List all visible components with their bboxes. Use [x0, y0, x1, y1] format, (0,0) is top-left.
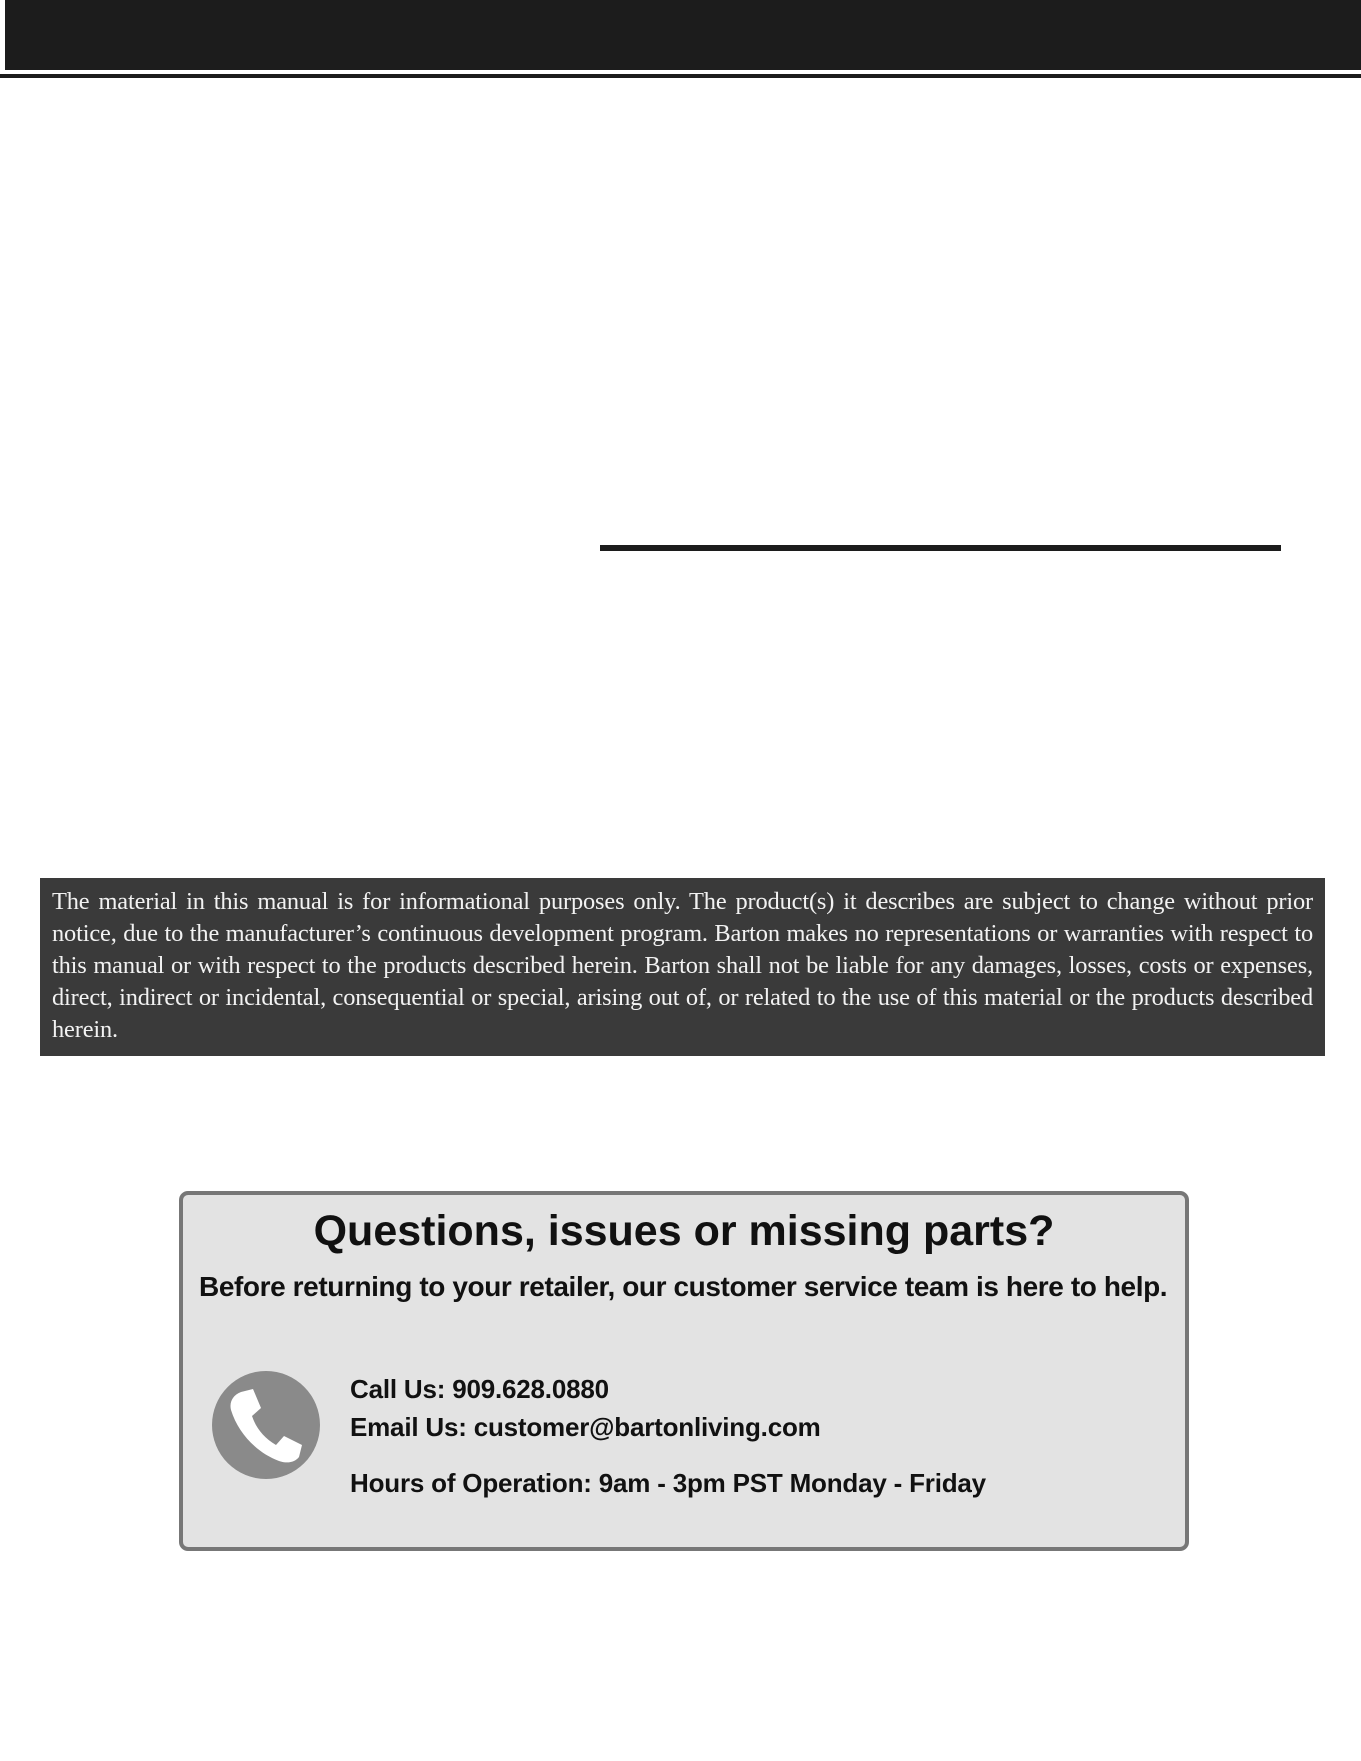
header-underline — [0, 74, 1361, 78]
header-bar — [5, 0, 1361, 70]
hours-text: Hours of Operation: 9am - 3pm PST Monday - Friday — [350, 1468, 986, 1498]
service-title: Questions, issues or missing parts? — [313, 1207, 1055, 1255]
section-divider — [600, 545, 1281, 551]
service-subtitle: Before returning to your retailer, our customer service team is here to help. — [199, 1271, 1168, 1302]
disclaimer-text: The material in this manual is for informational purposes only. The product(s) it describes are subject to change without prior notice, due to the manufacturer’s continuous development program. Barton makes no representations or warranties with respect to this manual or with respect to the products described herein. Barton shall not be liable for any damages, losses, costs or expenses, direct, indirect or incidental, consequential or special, arising out of, or related to the use of this material or the products described herein. — [52, 888, 1313, 1043]
call-us-text: Call Us: 909.628.0880 — [350, 1374, 609, 1404]
disclaimer-box — [40, 878, 1325, 1056]
phone-icon — [211, 1370, 321, 1480]
email-us-text: Email Us: customer@bartonliving.com — [350, 1412, 821, 1442]
customer-service-box — [179, 1191, 1189, 1551]
